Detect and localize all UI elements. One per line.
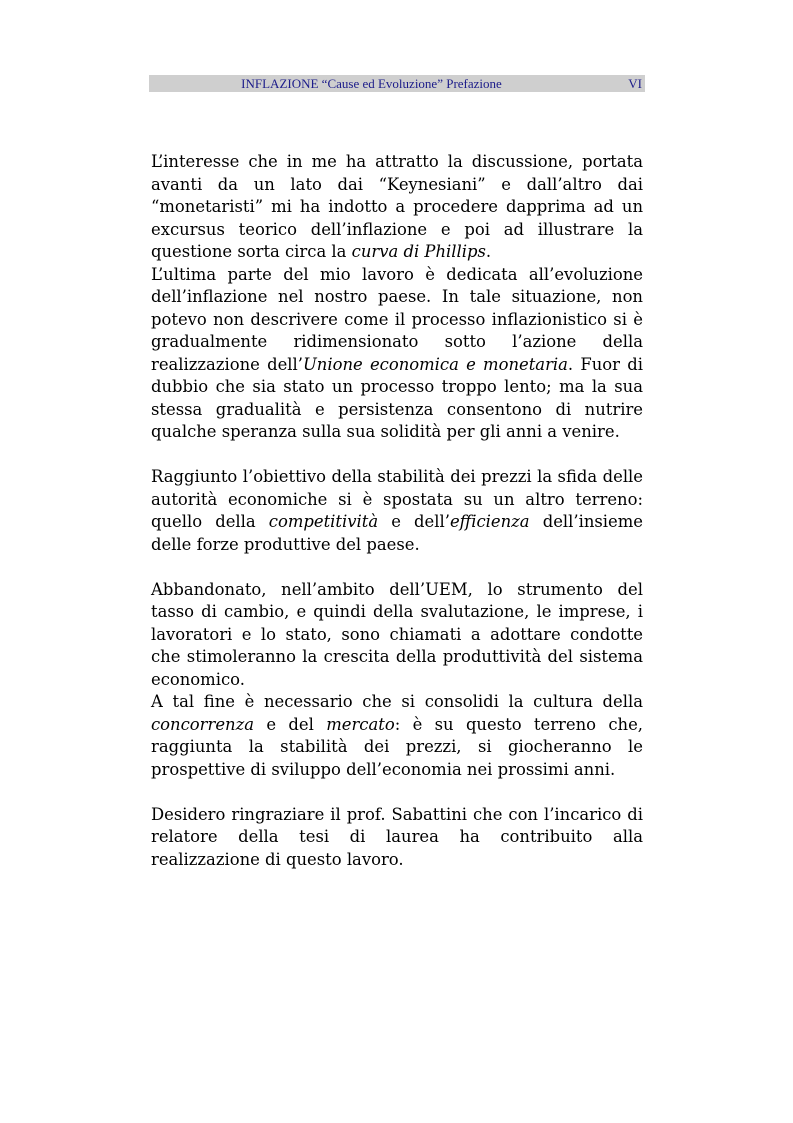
paragraph-concorrenza: A tal fine è necessario che si consolidi la cultura della concorrenza e del mercato: è su questo terreno che, raggiunta la stabilità dei prezzi, si giocheranno le prospettive di sviluppo dell’economia nei prossimi anni. — [151, 692, 643, 779]
body-text — [151, 151, 643, 871]
running-header — [149, 75, 645, 92]
paragraph-ringraziamenti: Desidero ringraziare il prof. Sabattini che con l’incarico di relatore della tesi di laurea ha contribuito alla realizzazione di questo lavoro. — [151, 804, 643, 869]
emphasis-curva-di-phillips: curva di Phillips — [351, 242, 486, 261]
paragraph-evoluzione: L’ultima parte del mio lavoro è dedicata all’evoluzione dell’inflazione nel nostro paese. In tale situazione, non potevo non descrivere come il processo inflazionistico si è gradualmente ridimensionato sotto l’azione della realizzazione dell’Unione economica e monetaria. Fuor di dubbio che sia stato un processo troppo lento; ma la sua stessa gradualità e persistenza consentono di nutrire qualche speranza sulla sua solidità per gli anni a venire. — [151, 264, 643, 441]
emphasis-efficienza: efficienza — [449, 512, 530, 531]
paragraph-stabilita: Raggiunto l’obiettivo della stabilità dei prezzi la sfida delle autorità economiche si è spostata su un altro terreno: quello della competitività e dell’efficienza dell’insieme delle forze produttive del paese. — [151, 467, 643, 554]
emphasis-unione-economica: Unione economica e monetaria — [302, 354, 568, 374]
page-number: VI — [628, 76, 642, 91]
emphasis-competitivita: competitività — [268, 512, 379, 531]
header-title: INFLAZIONE “Cause ed Evoluzione” Prefazione — [241, 76, 502, 91]
paragraph-uem: Abbandonato, nell’ambito dell’UEM, lo strumento del tasso di cambio, e quindi della svalutazione, le imprese, i lavoratori e lo stato, sono chiamati a adottare condotte che stimoleranno la crescita della produttività del sistema economico. — [151, 579, 643, 689]
emphasis-mercato: mercato — [326, 714, 395, 734]
paragraph-intro: L’interesse che in me ha attratto la discussione, portata avanti da un lato dai “Keynesiani” e dall’altro dai “monetaristi” mi ha indotto a procedere dapprima ad un excursus teorico dell’inflazione e poi ad illustrare la questione sorta circa la curva di Phillips. — [151, 152, 643, 261]
emphasis-concorrenza: concorrenza — [151, 714, 254, 734]
